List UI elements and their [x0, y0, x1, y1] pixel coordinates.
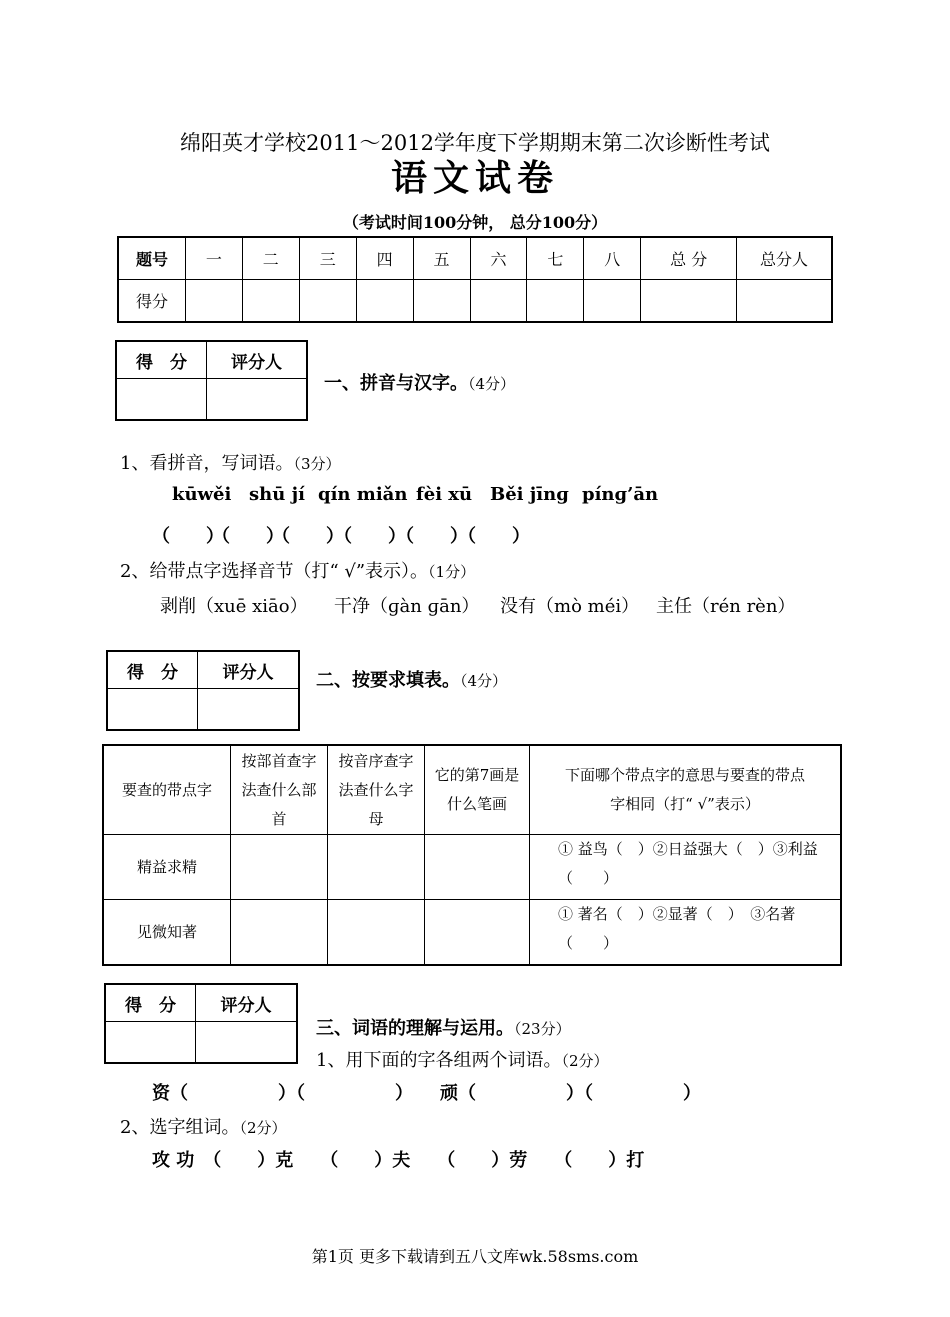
question-points: （2分）: [561, 1052, 609, 1070]
section-title-text: 一、拼音与汉字。: [324, 373, 468, 394]
score-input-cell[interactable]: [641, 280, 737, 323]
pinyin-6: pínɡ’ān: [582, 484, 659, 505]
score-input-cell[interactable]: [584, 280, 641, 323]
question-3-2: [120, 1113, 287, 1139]
score-input-cell[interactable]: [527, 280, 584, 323]
score-header-cell: 六: [470, 237, 527, 280]
score-input-cell[interactable]: [413, 280, 470, 323]
section-points: （23分）: [514, 1020, 571, 1038]
lookup-row: [103, 835, 841, 900]
score-input-cell[interactable]: [356, 280, 413, 323]
choice-2[interactable]: 干净（ɡàn ɡān）: [334, 596, 480, 617]
lookup-input-cell[interactable]: [231, 835, 328, 900]
score-header-cell: 二: [242, 237, 299, 280]
grade-grader-cell[interactable]: [196, 1022, 298, 1064]
grade-score-label: 得 分: [107, 651, 198, 689]
question-points: （2分）: [239, 1119, 287, 1137]
lookup-word: 精益求精: [103, 835, 231, 900]
question-3-1: [316, 1046, 609, 1072]
section2-title: [316, 666, 507, 692]
grade-score-label: 得 分: [116, 341, 207, 379]
lookup-header-cell: 按部首查字法查什么部首: [231, 745, 328, 835]
grade-grader-cell[interactable]: [207, 379, 308, 421]
pinyin-4: fèi xū: [416, 484, 473, 505]
section2-grade-box: [106, 650, 300, 731]
lookup-header-cell: 下面哪个带点字的意思与要查的带点字相同（打“ √”表示）: [530, 745, 842, 835]
lookup-row: [103, 900, 841, 966]
section3-title: [316, 1014, 571, 1040]
lookup-input-cell[interactable]: [425, 835, 530, 900]
pinyin-2: shū jí: [249, 484, 305, 505]
exam-time-note: （考试时间100分钟， 总分100分）: [342, 213, 608, 232]
lookup-options[interactable]: ① 著名（ ）②显著（ ） ③名著（ ）: [530, 900, 842, 966]
lookup-input-cell[interactable]: [231, 900, 328, 966]
score-value-row: [118, 280, 832, 323]
question-text: 1、用下面的字各组两个词语。: [316, 1050, 562, 1071]
lookup-word: 见微知著: [103, 900, 231, 966]
section1-grade-box: [115, 340, 308, 421]
score-header-cell: 三: [299, 237, 356, 280]
score-header-cell: 题号: [118, 237, 185, 280]
question-points: （3分）: [293, 455, 341, 473]
grade-score-label: 得 分: [105, 984, 196, 1022]
score-input-cell[interactable]: [242, 280, 299, 323]
score-input-cell[interactable]: [299, 280, 356, 323]
score-input-cell[interactable]: [185, 280, 242, 323]
grade-grader-label: 评分人: [207, 341, 308, 379]
grade-grader-cell[interactable]: [198, 689, 300, 731]
section-title-text: 二、按要求填表。: [316, 670, 460, 691]
lookup-input-cell[interactable]: [425, 900, 530, 966]
score-header-cell: 总 分: [641, 237, 737, 280]
question-points: （1分）: [428, 563, 476, 581]
lookup-header-cell: 它的第7画是什么笔画: [425, 745, 530, 835]
question-text: 1、看拼音，写词语。: [120, 453, 294, 474]
grade-score-cell[interactable]: [105, 1022, 196, 1064]
grade-grader-label: 评分人: [196, 984, 298, 1022]
dictionary-lookup-table: [102, 744, 842, 966]
score-summary-table: [117, 236, 833, 323]
grade-score-cell[interactable]: [116, 379, 207, 421]
score-row-label: 得分: [118, 280, 185, 323]
lookup-input-cell[interactable]: [328, 835, 425, 900]
answer-blank-5[interactable]: （ ）: [396, 526, 468, 547]
page-footer: 第1页 更多下载请到五八文库wk.58sms.com: [311, 1247, 639, 1266]
question-text: 2、选字组词。: [120, 1117, 240, 1138]
answer-blank-6[interactable]: （ ）: [458, 526, 530, 547]
grade-grader-label: 评分人: [198, 651, 300, 689]
section3-grade-box: [104, 983, 298, 1064]
section1-title: [324, 369, 515, 395]
pinyin-5: Běi jīnɡ: [490, 484, 569, 505]
lookup-header-cell: 按音序查字法查什么字母: [328, 745, 425, 835]
word-group-line[interactable]: 资（ ）（ ） 顽（ ）（ ）: [152, 1083, 701, 1104]
section-points: （4分）: [468, 375, 516, 393]
answer-blank-4[interactable]: （ ）: [334, 526, 406, 547]
score-header-cell: 八: [584, 237, 641, 280]
choose-character-line[interactable]: 攻 功 （ ）克 （ ）夫 （ ）劳 （ ）打: [152, 1150, 645, 1171]
score-header-cell: 总分人: [737, 237, 832, 280]
question-text: 2、给带点字选择音节（打“ √”表示）。: [120, 561, 429, 582]
grade-score-cell[interactable]: [107, 689, 198, 731]
choice-4[interactable]: 主任（rén rèn）: [656, 596, 796, 617]
choice-1[interactable]: 剥削（xuē xiāo）: [160, 596, 308, 617]
answer-blank-2[interactable]: （ ）: [212, 526, 284, 547]
lookup-header-row: [103, 745, 841, 835]
lookup-header-cell: 要查的带点字: [103, 745, 231, 835]
school-exam-line: 绵阳英才学校2011～2012学年度下学期期末第二次诊断性考试: [180, 131, 770, 155]
score-input-cell[interactable]: [737, 280, 832, 323]
section-points: （4分）: [460, 672, 508, 690]
section-title-text: 三、词语的理解与运用。: [316, 1018, 514, 1039]
lookup-input-cell[interactable]: [328, 900, 425, 966]
pinyin-1: kūwěi: [172, 484, 232, 505]
score-header-cell: 五: [413, 237, 470, 280]
choice-3[interactable]: 没有（mò méi）: [500, 596, 640, 617]
answer-blank-1[interactable]: （ ）: [152, 526, 224, 547]
score-input-cell[interactable]: [470, 280, 527, 323]
score-header-row: [118, 237, 832, 280]
score-header-cell: 七: [527, 237, 584, 280]
pinyin-3: qín miǎn: [318, 484, 408, 505]
lookup-options[interactable]: ① 益鸟（ ）②日益强大（ ）③利益（ ）: [530, 835, 842, 900]
answer-blank-3[interactable]: （ ）: [272, 526, 344, 547]
score-header-cell: 一: [185, 237, 242, 280]
paper-title: 语文试卷: [390, 157, 559, 199]
question-1-1: [120, 449, 341, 475]
score-header-cell: 四: [356, 237, 413, 280]
question-1-2: [120, 557, 475, 583]
